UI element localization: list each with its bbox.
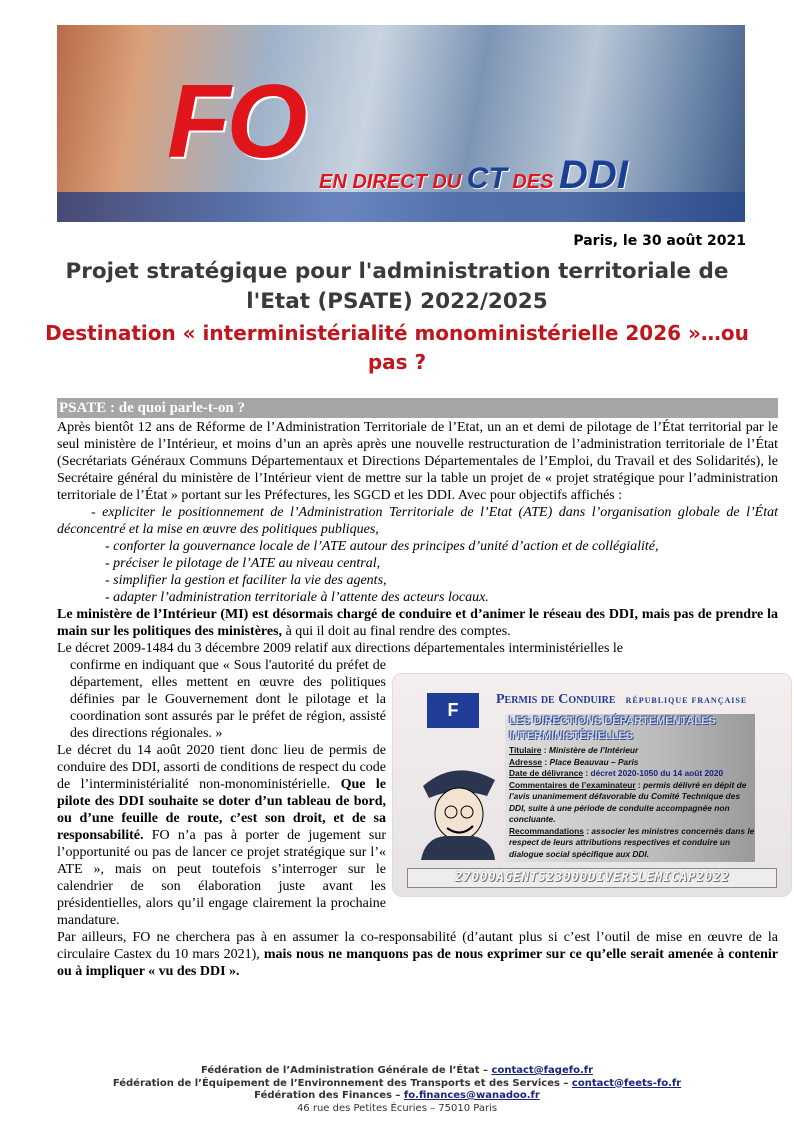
tagline-ddi: DDI [559, 153, 628, 197]
fo-logo: FO [167, 64, 304, 180]
document-title: Projet stratégique pour l'administration territoriale de l'Etat (PSATE) 2022/2025 [65, 259, 729, 314]
reco-label: Recommandations [509, 825, 584, 836]
licence-details: Titulaire : Ministère de l’Intérieur Adresse : Place Beauvau – Paris Date de délivrance : décret 2020-1050 du 14 août 2020 Commentaires de l’examinateur : permis délivré en dépit de l’avis unanimement défavorable du Comité Technique des DDI, suite à une période de conduite accompagnée non concluante. Recommandations : associer les ministres concernés dans le respect de leurs attributions respectives et conduire un dialogue social spécifique aux DDI. [509, 745, 755, 859]
date-value: décret 2020-1050 du 14 août 2020 [590, 768, 724, 778]
finances-email-link[interactable]: fo.finances@wanadoo.fr [403, 1090, 540, 1101]
footer-line-finances [0, 1090, 794, 1103]
licence-title-text: Permis de Conduire [496, 692, 616, 707]
banner-tagline [319, 153, 628, 198]
fage-text: Fédération de l’Administration Générale de l’État – [200, 1065, 492, 1076]
titulaire-value: Ministère de l’Intérieur [548, 745, 639, 755]
paragraph-decree-quote: confirme en indiquant que « Sous l'autorité du préfet de département, elles mettent en œuvre des politiques définies par le Gouvernement dont le pilotage et la coordination sont assurés par le préfet de région, assisté des directions régionales. » [70, 658, 386, 741]
licence-title [496, 692, 747, 708]
reco-value: associer les ministres concernés dans le respect de leurs attributions respectives et conduire un dialogue social spécifique aux DDI. [509, 825, 755, 859]
objective-item: - expliciter le positionnement de l’Administration Territoriale de l’Etat (ATE) dans l’organisation globale de l’État déconcentré et la mise en œuvre des politiques publiques, [57, 505, 778, 537]
fo-position-text: Par ailleurs, FO ne cherchera pas à en assumer la co-responsabilité (d’autant plus si c’est l’outil de mise en œuvre de la circulaire Castex du 10 mars 2021), [57, 930, 778, 962]
decree-2020-text: Le décret du 14 août 2020 tient donc lieu de permis de conduire des DDI, assorti de conditions de respect du code de l’interministérialité non-monoministérielle. [57, 743, 386, 792]
objective-item: - adapter l’administration territoriale à l’attente des acteurs locaux. [105, 590, 489, 605]
date-label: Date de délivrance [509, 768, 584, 778]
footer [0, 1053, 794, 1123]
footer-address: 46 rue des Petites Écuries – 75010 Paris [296, 1102, 498, 1114]
ministry-rest: à qui il doit au final rendre des comptes. [282, 624, 511, 639]
paragraph-fo-position [57, 929, 778, 980]
driving-licence-image [392, 673, 792, 897]
feets-text: Fédération de l’Équipement de l’Environnement des Transports et des Services – [112, 1077, 572, 1089]
tagline-ct: CT [466, 162, 507, 195]
adresse-value: Place Beauvau – Paris [549, 756, 639, 767]
prefect-caricature-icon [415, 752, 499, 860]
adresse-label: Adresse [509, 756, 543, 767]
ministry-bold: Le ministère de l’Intérieur (MI) est désormais chargé de conduire et d’animer le réseau des DDI, mais pas de prendre la main sur les politiques des ministères, [57, 607, 778, 639]
finances-text: Fédération des Finances – [254, 1090, 404, 1101]
paragraph-intro: Après bientôt 12 ans de Réforme de l’Administration Territoriale de l’Etat, un an et demi de pilotage de l’État territorial par le seul ministère de l’Intérieur, et moins d’un an après après une nouvelle restructuration de l’administration territoriale de l’État (Secrétariats Généraux Communs Départementaux et Directions Départementales de l’Emploi, du Travail et des Solidarités), le Secrétaire général du ministère de l’Intérieur vient de mettre sur la table un projet de « projet stratégique pour l’administration territoriale de l’État » portant sur les Préfectures, les SGCD et les DDI. Avec pour objectifs affichés : [57, 420, 778, 503]
document-subtitle: Destination « interministérialité monoministérielle 2026 »…ou pas ? [45, 321, 749, 374]
tagline-mid: DES [506, 171, 560, 193]
objective-item: - préciser le pilotage de l’ATE au niveau central, [105, 556, 381, 571]
comment-value: permis délivré en dépit de l’avis unanimement défavorable du Comité Technique des DDI, suite à une période de conduite accompagnée non concluante. [509, 779, 747, 824]
paragraph-ministry [57, 606, 778, 640]
section-heading: PSATE : de quoi parle-t-on ? [57, 398, 778, 418]
footer-line-fage [0, 1065, 794, 1078]
decree-2020-rest: FO n’a pas à porter de jugement sur l’opportunité ou pas de lancer ce projet stratégique sur l’« ATE », mais on peut toutefois s’interroger sur le calendrier de son élaboration juste avant les présidentielles, alors qu’il engage clairement la prochaine mandature. [57, 828, 386, 928]
eu-flag-icon: F [427, 693, 479, 728]
feets-email-link[interactable]: contact@feets-fo.fr [571, 1077, 682, 1089]
tagline-pre: EN DIRECT DU [319, 171, 467, 193]
fo-position-bold: mais nous ne manquons pas de nous exprimer sur ce qu’elle serait amenée à contenir ou à impliquer « vu des DDI ». [57, 947, 778, 979]
titulaire-label: Titulaire [509, 745, 542, 755]
objectives-list [57, 504, 778, 606]
objective-item: - simplifier la gestion et faciliter la vie des agents, [105, 573, 387, 588]
document-body [57, 419, 778, 980]
footer-line-feets [0, 1078, 794, 1091]
document-date: Paris, le 30 août 2021 [573, 233, 746, 249]
paragraph-decree-2009: Le décret 2009-1484 du 3 décembre 2009 relatif aux directions départementales interministérielles le [57, 641, 624, 656]
fage-email-link[interactable]: contact@fagefo.fr [491, 1065, 594, 1076]
content-flow [0, 419, 794, 1123]
header-banner [57, 25, 745, 222]
licence-holder-heading: LES DIRECTIONS DÉPARTEMENTALES INTERMINISTÉRIELLES [509, 715, 716, 742]
licence-republique: RÉPUBLIQUE FRANÇAISE [625, 696, 748, 705]
decree-2020-bold: Que le pilote des DDI souhaite se doter d’un tableau de bord, ou d’une feuille de route, c’est son droit, et de sa responsabilité. [57, 777, 386, 843]
comment-label: Commentaires de l’examinateur [509, 779, 636, 790]
objective-item: - conforter la gouvernance locale de l’ATE autour des principes d’unité d’action et de collégialité, [105, 539, 659, 554]
licence-code: 27000AGENTS23000DIVERSLEMICAP2022 [407, 868, 777, 888]
